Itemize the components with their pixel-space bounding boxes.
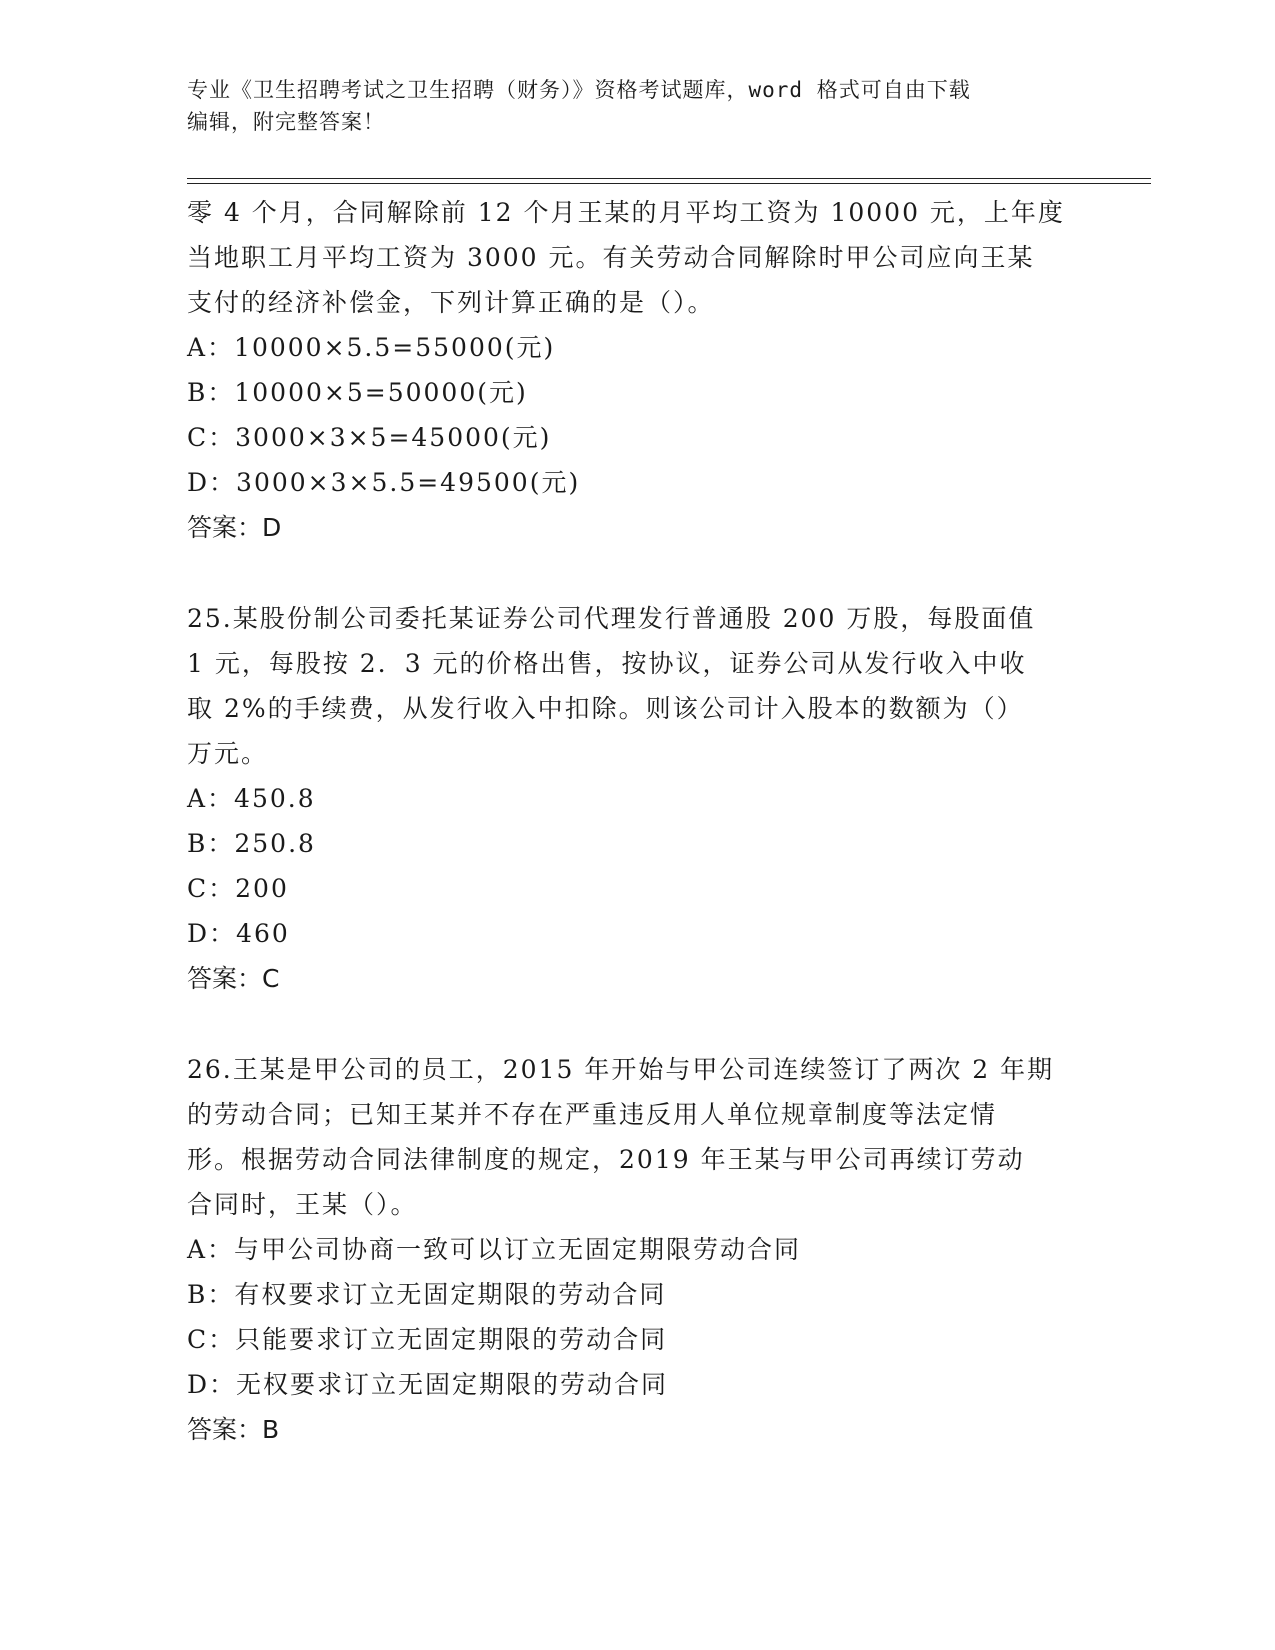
- header-line-2: 编辑，附完整答案！: [187, 110, 385, 134]
- question-content: [187, 190, 1087, 1452]
- option-c: C：只能要求订立无固定期限的劳动合同: [187, 1325, 668, 1354]
- question-text-line: 当地职工月平均工资为 3000 元。有关劳动合同解除时甲公司应向王某: [187, 243, 1035, 272]
- option-d: D：460: [187, 919, 290, 948]
- option-d: D：3000×3×5.5=49500(元): [187, 468, 581, 497]
- question-text-line: 合同时，王某（）。: [187, 1190, 418, 1219]
- option-a: A：与甲公司协商一致可以订立无固定期限劳动合同: [187, 1235, 802, 1264]
- question-text-line: 25.某股份制公司委托某证券公司代理发行普通股 200 万股，每股面值: [187, 604, 1036, 633]
- question-24: [187, 190, 1087, 550]
- answer-line: 答案：B: [187, 1415, 280, 1444]
- question-spacer: [187, 550, 1087, 596]
- option-c: C：200: [187, 874, 289, 903]
- answer-line: 答案：D: [187, 513, 282, 542]
- option-a: A：10000×5.5=55000(元): [187, 333, 556, 362]
- header-divider-top: [187, 178, 1151, 179]
- header-line-1: 专业《卫生招聘考试之卫生招聘（财务）》资格考试题库，word 格式可自由下载: [187, 78, 971, 102]
- question-text-line: 的劳动合同；已知王某并不存在严重违反用人单位规章制度等法定情: [187, 1100, 998, 1129]
- option-b: B：有权要求订立无固定期限的劳动合同: [187, 1280, 667, 1309]
- question-text-line: 1 元，每股按 2．3 元的价格出售，按协议，证券公司从发行收入中收: [187, 649, 1027, 678]
- question-text-line: 取 2%的手续费，从发行收入中扣除。则该公司计入股本的数额为（）: [187, 694, 1024, 723]
- question-spacer: [187, 1001, 1087, 1047]
- question-text-line: 形。根据劳动合同法律制度的规定，2019 年王某与甲公司再续订劳动: [187, 1145, 1025, 1174]
- option-b: B：10000×5=50000(元): [187, 378, 528, 407]
- option-a: A：450.8: [187, 784, 316, 813]
- question-text-line: 万元。: [187, 739, 269, 768]
- answer-line: 答案：C: [187, 964, 280, 993]
- question-text-line: 支付的经济补偿金，下列计算正确的是（）。: [187, 288, 715, 317]
- question-26: [187, 1047, 1087, 1452]
- document-header: [187, 74, 1087, 138]
- question-text-line: 26.王某是甲公司的员工，2015 年开始与甲公司连续签订了两次 2 年期: [187, 1055, 1055, 1084]
- question-text-line: 零 4 个月，合同解除前 12 个月王某的月平均工资为 10000 元，上年度: [187, 198, 1065, 227]
- header-divider-bottom: [187, 183, 1151, 184]
- option-c: C：3000×3×5=45000(元): [187, 423, 552, 452]
- question-25: [187, 596, 1087, 1001]
- option-b: B：250.8: [187, 829, 316, 858]
- option-d: D：无权要求订立无固定期限的劳动合同: [187, 1370, 669, 1399]
